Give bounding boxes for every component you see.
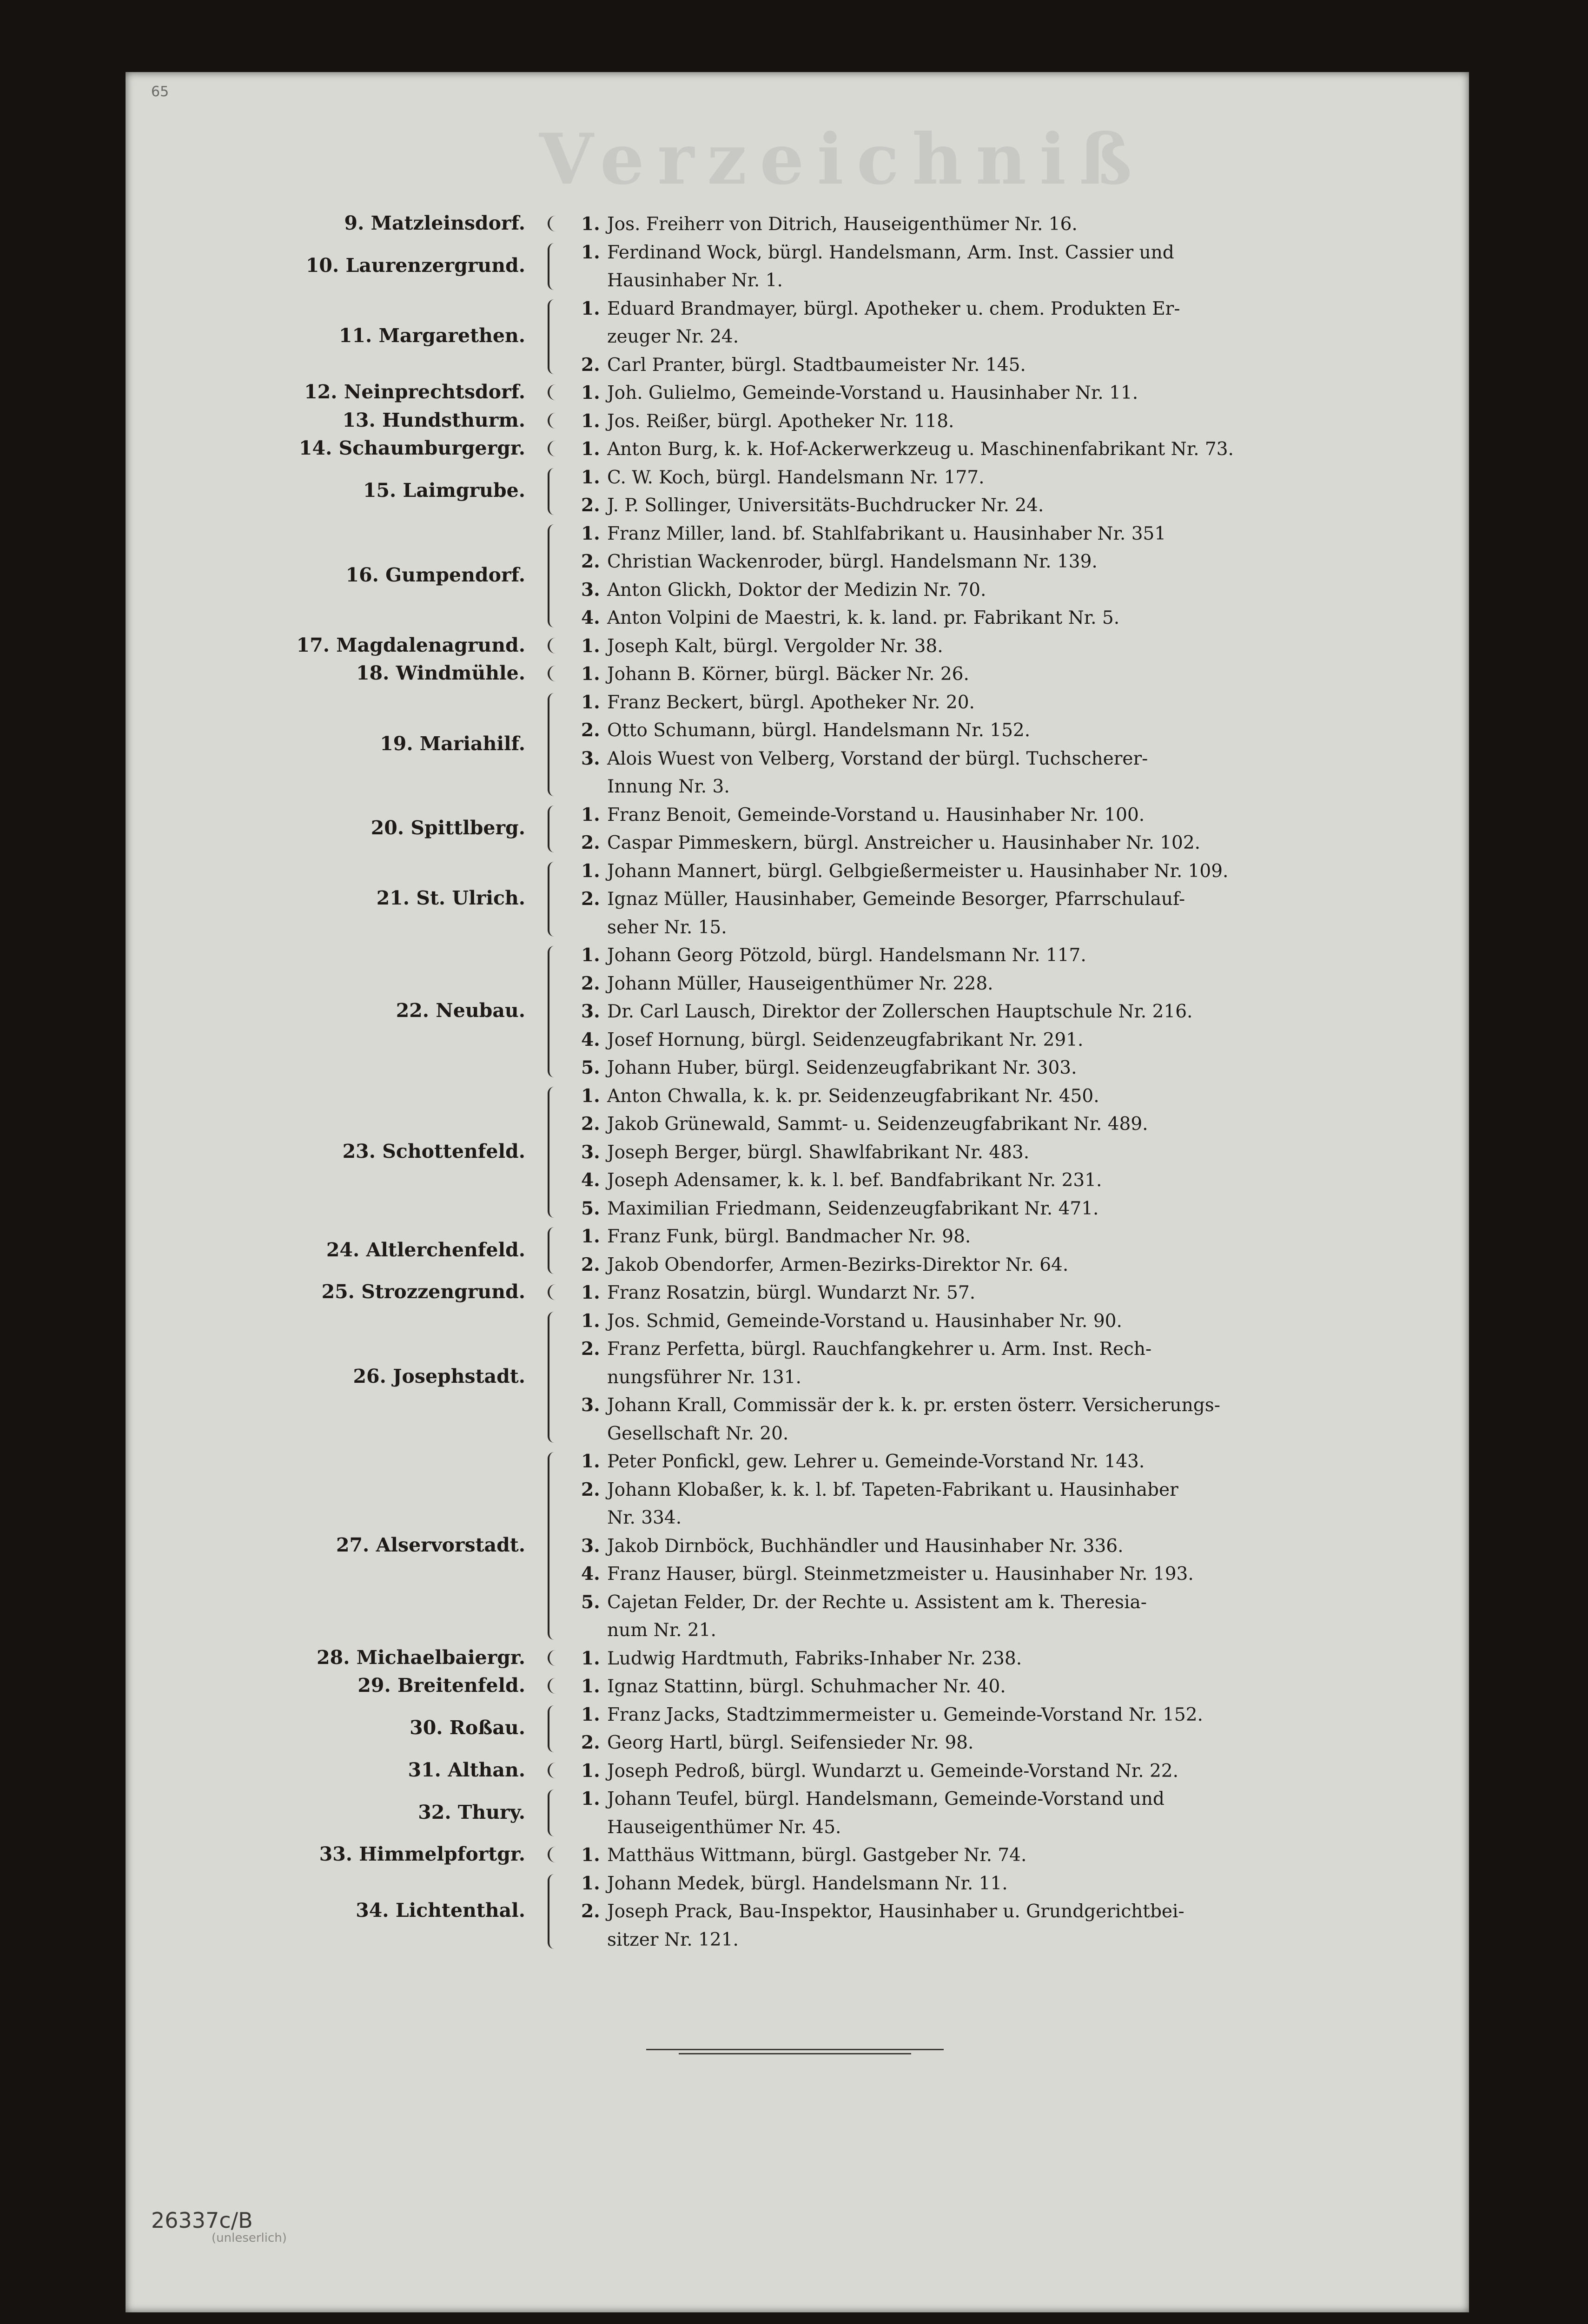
entry-text: Franz Benoit, Gemeinde-Vorstand u. Hausinhaber Nr. 100.	[607, 804, 1145, 825]
brace	[548, 1452, 562, 1640]
entry	[581, 716, 1320, 745]
district-name: 21. St. Ulrich.	[376, 887, 525, 910]
entry-number: 3.	[581, 1141, 600, 1163]
entry	[581, 660, 1320, 689]
district-name: 18. Windmühle.	[356, 662, 525, 685]
entry	[581, 1757, 1320, 1786]
entry-number: 1.	[581, 804, 600, 825]
district-group	[0, 379, 1588, 407]
entry-text: Joh. Gulielmo, Gemeinde-Vorstand u. Hausinhaber Nr. 11.	[607, 383, 1138, 403]
district-name: 28. Michaelbaiergr.	[317, 1646, 525, 1669]
entry-text: Johann Huber, bürgl. Seidenzeugfabrikant Nr. 303.	[607, 1057, 1077, 1078]
district-name: 27. Alservorstadt.	[336, 1533, 525, 1556]
entry-text: Franz Perfetta, bürgl. Rauchfangkehrer u. Arm. Inst. Rech-	[607, 1339, 1152, 1360]
entry	[581, 210, 1320, 239]
entry-text: Jos. Schmid, Gemeinde-Vorstand u. Hausinhaber Nr. 90.	[607, 1310, 1122, 1332]
entry-number: 4.	[581, 1029, 600, 1050]
shelfmark: 26337c/B	[151, 2208, 253, 2233]
entry	[581, 1897, 1320, 1954]
entry	[581, 1701, 1320, 1730]
entry	[581, 970, 1320, 998]
entry-text: Josef Hornung, bürgl. Seidenzeugfabrikant Nr. 291.	[607, 1029, 1084, 1050]
entry-number: 1.	[581, 410, 600, 432]
entry-number: 2.	[581, 495, 600, 516]
brace	[548, 638, 558, 654]
entry	[581, 1476, 1320, 1532]
entry-text: Jakob Grünewald, Sammt- u. Seidenzeugfabrikant Nr. 489.	[607, 1114, 1148, 1135]
entry-number: 1.	[581, 663, 600, 685]
entry-text: Johann B. Körner, bürgl. Bäcker Nr. 26.	[607, 664, 969, 685]
entry-text: Johann Teufel, bürgl. Handelsmann, Gemeinde-Vorstand und	[607, 1789, 1165, 1809]
brace	[548, 805, 562, 852]
district-group	[0, 1869, 1588, 1954]
entry-text: Franz Jacks, Stadtzimmermeister u. Gemeinde-Vorstand Nr. 152.	[607, 1704, 1203, 1725]
entry	[581, 295, 1320, 351]
entry-number: 3.	[581, 747, 600, 769]
entry	[581, 435, 1320, 464]
entry-number: 1.	[581, 1676, 600, 1697]
entry	[581, 829, 1320, 858]
entry	[581, 491, 1320, 520]
entry-number: 3.	[581, 1394, 600, 1416]
entry-text: Joseph Adensamer, k. k. l. bef. Bandfabrikant Nr. 231.	[607, 1170, 1102, 1191]
district-name: 20. Spittlberg.	[371, 817, 525, 839]
entry-text: Anton Volpini de Maestri, k. k. land. pr. Fabrikant Nr. 5.	[607, 607, 1120, 628]
district-name: 16. Gumpendorf.	[345, 563, 525, 586]
district-group	[0, 1785, 1588, 1841]
entry	[581, 238, 1320, 295]
entry-text: Jakob Dirnböck, Buchhändler und Hausinhaber Nr. 336.	[607, 1535, 1124, 1557]
entry	[581, 1841, 1320, 1870]
district-group	[0, 210, 1588, 238]
entry-number: 4.	[581, 1563, 600, 1585]
entry	[581, 576, 1320, 605]
entry-number: 2.	[581, 888, 600, 910]
district-group	[0, 520, 1588, 632]
district-name: 19. Mariahilf.	[380, 732, 525, 755]
entry-number: 1.	[581, 1310, 600, 1332]
district-name: 33. Himmelpfortgr.	[319, 1843, 525, 1866]
entry-text: C. W. Koch, bürgl. Handelsmann Nr. 177.	[607, 467, 985, 488]
entry-number: 1.	[581, 241, 600, 263]
bleed-through-heading: Verzeichniß	[539, 119, 1145, 200]
entry-text: Cajetan Felder, Dr. der Rechte u. Assistent am k. Theresia-	[607, 1591, 1147, 1613]
district-name: 34. Lichtenthal.	[356, 1899, 525, 1922]
brace	[548, 1874, 562, 1949]
entry-number: 1.	[581, 1788, 600, 1809]
entry-number: 4.	[581, 1169, 600, 1191]
brace	[548, 413, 558, 429]
entry-text: Franz Funk, bürgl. Bandmacher Nr. 98.	[607, 1226, 971, 1247]
district-name: 15. Laimgrube.	[363, 479, 525, 502]
entry	[581, 604, 1320, 633]
district-group	[0, 1672, 1588, 1701]
entry-text: Ignaz Stattinn, bürgl. Schuhmacher Nr. 40.	[607, 1676, 1006, 1697]
entry-text-continued: Hausinhaber Nr. 1.	[607, 270, 783, 291]
entry-text: Johann Georg Pötzold, bürgl. Handelsmann Nr. 117.	[607, 945, 1086, 966]
entry-text: Joseph Prack, Bau-Inspektor, Hausinhaber u. Grundgerichtbei-	[607, 1901, 1184, 1922]
entry-text-continued: nungsführer Nr. 131.	[607, 1367, 801, 1388]
entry-number: 1.	[581, 1282, 600, 1303]
entry-text: Johann Müller, Hauseigenthümer Nr. 228.	[607, 973, 993, 994]
entry-number: 4.	[581, 607, 600, 628]
entry-text: Anton Chwalla, k. k. pr. Seidenzeugfabrikant Nr. 450.	[607, 1085, 1099, 1107]
shelfmark-note: (unleserlich)	[212, 2231, 287, 2245]
entry	[581, 1644, 1320, 1673]
district-group	[0, 632, 1588, 660]
district-name: 22. Neubau.	[396, 999, 525, 1022]
brace	[548, 441, 558, 456]
district-name: 12. Neinprechtsdorf.	[304, 381, 525, 403]
district-name: 17. Magdalenagrund.	[296, 634, 525, 656]
entry	[581, 1166, 1320, 1195]
entry-number: 1.	[581, 297, 600, 319]
district-name: 14. Schaumburgergr.	[299, 437, 525, 460]
entry-number: 1.	[581, 691, 600, 713]
entry-number: 1.	[581, 1703, 600, 1725]
entry	[581, 1110, 1320, 1139]
district-group	[0, 1307, 1588, 1448]
district-group	[0, 1757, 1588, 1785]
district-name: 9. Matzleinsdorf.	[344, 212, 525, 235]
entry-text: Joseph Pedroß, bürgl. Wundarzt u. Gemeinde-Vorstand Nr. 22.	[607, 1760, 1178, 1782]
entry	[581, 1729, 1320, 1757]
brace	[548, 862, 562, 937]
entry-text: Dr. Carl Lausch, Direktor der Zollerschen Hauptschule Nr. 216.	[607, 1001, 1193, 1022]
entry-text: Matthäus Wittmann, bürgl. Gastgeber Nr. 74.	[607, 1845, 1027, 1866]
brace	[548, 946, 562, 1077]
entry	[581, 1588, 1320, 1645]
entry-number: 1.	[581, 522, 600, 544]
district-group	[0, 435, 1588, 463]
brace	[548, 524, 562, 627]
entry-number: 2.	[581, 1479, 600, 1500]
brace	[548, 693, 562, 796]
entry-text: Caspar Pimmeskern, bürgl. Anstreicher u. Hausinhaber Nr. 102.	[607, 832, 1201, 853]
brace	[548, 1678, 558, 1694]
entry-text: Ludwig Hardtmuth, Fabriks-Inhaber Nr. 238.	[607, 1648, 1022, 1669]
entry-number: 5.	[581, 1197, 600, 1219]
entry	[581, 632, 1320, 661]
entry-number: 1.	[581, 1844, 600, 1866]
entry-text: Johann Mannert, bürgl. Gelbgießermeister u. Hausinhaber Nr. 109.	[607, 860, 1229, 882]
brace	[548, 468, 562, 515]
entry	[581, 997, 1320, 1026]
entry-text: Ferdinand Wock, bürgl. Handelsmann, Arm. Inst. Cassier und	[607, 242, 1174, 263]
entry-number: 2.	[581, 1113, 600, 1135]
entry-text: Alois Wuest von Velberg, Vorstand der bürgl. Tuchscherer-	[607, 748, 1148, 769]
entry-text: Johann Krall, Commissär der k. k. pr. ersten österr. Versicherungs-	[607, 1395, 1220, 1416]
entry	[581, 745, 1320, 801]
district-name: 24. Altlerchenfeld.	[326, 1238, 525, 1261]
brace	[548, 1789, 562, 1836]
entry-text: Johann Klobaßer, k. k. l. bf. Tapeten-Fabrikant u. Hausinhaber	[607, 1479, 1178, 1500]
entry-number: 2.	[581, 832, 600, 853]
entry-text: Joseph Kalt, bürgl. Vergolder Nr. 38.	[607, 635, 943, 657]
district-group	[0, 1082, 1588, 1223]
entry-text-continued: Gesellschaft Nr. 20.	[607, 1423, 789, 1444]
entry-text: Anton Glickh, Doktor der Medizin Nr. 70.	[607, 579, 986, 601]
district-group	[0, 1279, 1588, 1307]
entry	[581, 407, 1320, 436]
entry-number: 1.	[581, 635, 600, 657]
entry-number: 2.	[581, 1338, 600, 1360]
district-name: 30. Roßau.	[410, 1717, 525, 1739]
district-group	[0, 688, 1588, 801]
entry	[581, 1222, 1320, 1251]
entry-text: Maximilian Friedmann, Seidenzeugfabrikant Nr. 471.	[607, 1198, 1099, 1219]
brace	[548, 1284, 558, 1300]
entry	[581, 688, 1320, 717]
entry-number: 2.	[581, 354, 600, 376]
brace	[548, 1227, 562, 1274]
entry	[581, 1026, 1320, 1055]
entry	[581, 1082, 1320, 1111]
entry	[581, 1251, 1320, 1280]
entry	[581, 801, 1320, 830]
entry	[581, 351, 1320, 380]
entry-text: Johann Medek, bürgl. Handelsmann Nr. 11.	[607, 1873, 1008, 1894]
entry-number: 1.	[581, 1451, 600, 1472]
entry-number: 1.	[581, 213, 600, 235]
district-group	[0, 801, 1588, 857]
brace	[548, 1312, 562, 1443]
entry-number: 3.	[581, 1001, 600, 1022]
district-group	[0, 1447, 1588, 1644]
district-name: 10. Laurenzergrund.	[305, 254, 525, 277]
entry	[581, 1307, 1320, 1336]
district-group	[0, 1644, 1588, 1673]
district-group	[0, 857, 1588, 942]
brace	[548, 1705, 562, 1752]
entry	[581, 1391, 1320, 1448]
entry	[581, 1560, 1320, 1589]
district-group	[0, 660, 1588, 688]
entry-number: 1.	[581, 438, 600, 460]
brace	[548, 384, 558, 400]
entry-text-continued: Hauseigenthümer Nr. 45.	[607, 1816, 841, 1838]
entry-text: Anton Burg, k. k. Hof-Ackerwerkzeug u. Maschinenfabrikant Nr. 73.	[607, 439, 1234, 460]
entry-text: Jakob Obendorfer, Armen-Bezirks-Direktor Nr. 64.	[607, 1254, 1069, 1275]
district-name: 13. Hundsthurm.	[342, 409, 525, 431]
entry-text: Jos. Freiherr von Ditrich, Hauseigenthümer Nr. 16.	[607, 214, 1078, 235]
entry-number: 2.	[581, 1732, 600, 1753]
entry	[581, 463, 1320, 492]
entry-number: 2.	[581, 972, 600, 994]
entry	[581, 1335, 1320, 1392]
entry-number: 1.	[581, 1872, 600, 1894]
entry-text-continued: Nr. 334.	[607, 1507, 682, 1528]
entry	[581, 1447, 1320, 1476]
brace	[548, 216, 558, 231]
entry	[581, 1138, 1320, 1167]
entry-text-continued: num Nr. 21.	[607, 1620, 716, 1641]
entry-text: Ignaz Müller, Hausinhaber, Gemeinde Besorger, Pfarrschulauf-	[607, 889, 1185, 910]
district-group	[0, 295, 1588, 379]
entry-number: 1.	[581, 1647, 600, 1669]
entry-text-continued: sitzer Nr. 121.	[607, 1929, 739, 1950]
district-group	[0, 407, 1588, 436]
brace	[548, 299, 562, 375]
entry-number: 1.	[581, 466, 600, 488]
entry-number: 2.	[581, 551, 600, 572]
entry-text: J. P. Sollinger, Universitäts-Buchdrucker Nr. 24.	[607, 495, 1044, 516]
entry-number: 3.	[581, 579, 600, 601]
district-name: 11. Margarethen.	[339, 324, 525, 347]
brace	[548, 243, 562, 290]
entry-number: 2.	[581, 1254, 600, 1275]
entry	[581, 1279, 1320, 1307]
entry-number: 1.	[581, 1085, 600, 1107]
entry-text-continued: seher Nr. 15.	[607, 917, 727, 938]
entry-number: 1.	[581, 1760, 600, 1782]
district-name: 32. Thury.	[418, 1801, 525, 1823]
district-name: 26. Josephstadt.	[353, 1365, 525, 1387]
entry-text: Peter Ponfickl, gew. Lehrer u. Gemeinde-Vorstand Nr. 143.	[607, 1451, 1145, 1472]
entry-text: Otto Schumann, bürgl. Handelsmann Nr. 152.	[607, 720, 1031, 741]
entry-number: 1.	[581, 944, 600, 966]
entry-text: Franz Hauser, bürgl. Steinmetzmeister u. Hausinhaber Nr. 193.	[607, 1564, 1194, 1585]
entry	[581, 885, 1320, 942]
district-name: 25. Strozzengrund.	[321, 1281, 525, 1303]
entry-number: 5.	[581, 1591, 600, 1613]
entry-text: Carl Pranter, bürgl. Stadtbaumeister Nr. 145.	[607, 354, 1026, 376]
entry	[581, 548, 1320, 576]
entry-text-continued: zeuger Nr. 24.	[607, 326, 739, 347]
entry-text: Franz Rosatzin, bürgl. Wundarzt Nr. 57.	[607, 1282, 976, 1303]
district-name: 31. Althan.	[408, 1758, 525, 1781]
entry-number: 1.	[581, 860, 600, 882]
entry	[581, 1672, 1320, 1701]
district-group	[0, 1222, 1588, 1279]
entry	[581, 1532, 1320, 1561]
brace	[548, 1087, 562, 1218]
entry-text: Eduard Brandmayer, bürgl. Apotheker u. chem. Produkten Er-	[607, 298, 1180, 319]
pencil-note: 65	[151, 84, 169, 100]
district-name: 29. Breitenfeld.	[357, 1674, 525, 1697]
entry-number: 1.	[581, 382, 600, 403]
district-group	[0, 463, 1588, 520]
entry	[581, 1195, 1320, 1223]
entry	[581, 520, 1320, 548]
brace	[548, 666, 558, 681]
brace	[548, 1650, 558, 1666]
district-group	[0, 1841, 1588, 1869]
entry	[581, 379, 1320, 408]
entry	[581, 1785, 1320, 1842]
brace	[548, 1847, 558, 1862]
entry	[581, 857, 1320, 886]
entry-number: 5.	[581, 1057, 600, 1078]
district-group	[0, 1701, 1588, 1757]
brace	[548, 1763, 558, 1778]
entry-text: Joseph Berger, bürgl. Shawlfabrikant Nr. 483.	[607, 1142, 1030, 1163]
entry-text: Christian Wackenroder, bürgl. Handelsmann Nr. 139.	[607, 551, 1098, 572]
entry	[581, 941, 1320, 970]
entry-number: 2.	[581, 720, 600, 741]
entry-number: 3.	[581, 1535, 600, 1557]
entry-text-continued: Innung Nr. 3.	[607, 776, 730, 797]
closing-rule-ornament	[646, 2049, 944, 2056]
entry-text: Franz Beckert, bürgl. Apotheker Nr. 20.	[607, 692, 975, 713]
entry-text: Franz Miller, land. bf. Stahlfabrikant u. Hausinhaber Nr. 351	[607, 523, 1166, 544]
district-group	[0, 238, 1588, 295]
entry	[581, 1054, 1320, 1083]
entry	[581, 1869, 1320, 1898]
district-group	[0, 941, 1588, 1082]
entry-number: 2.	[581, 1901, 600, 1922]
district-name: 23. Schottenfeld.	[342, 1140, 525, 1162]
entry-text: Georg Hartl, bürgl. Seifensieder Nr. 98.	[607, 1732, 974, 1753]
entry-text: Jos. Reißer, bürgl. Apotheker Nr. 118.	[607, 410, 954, 432]
entry-number: 1.	[581, 1226, 600, 1247]
